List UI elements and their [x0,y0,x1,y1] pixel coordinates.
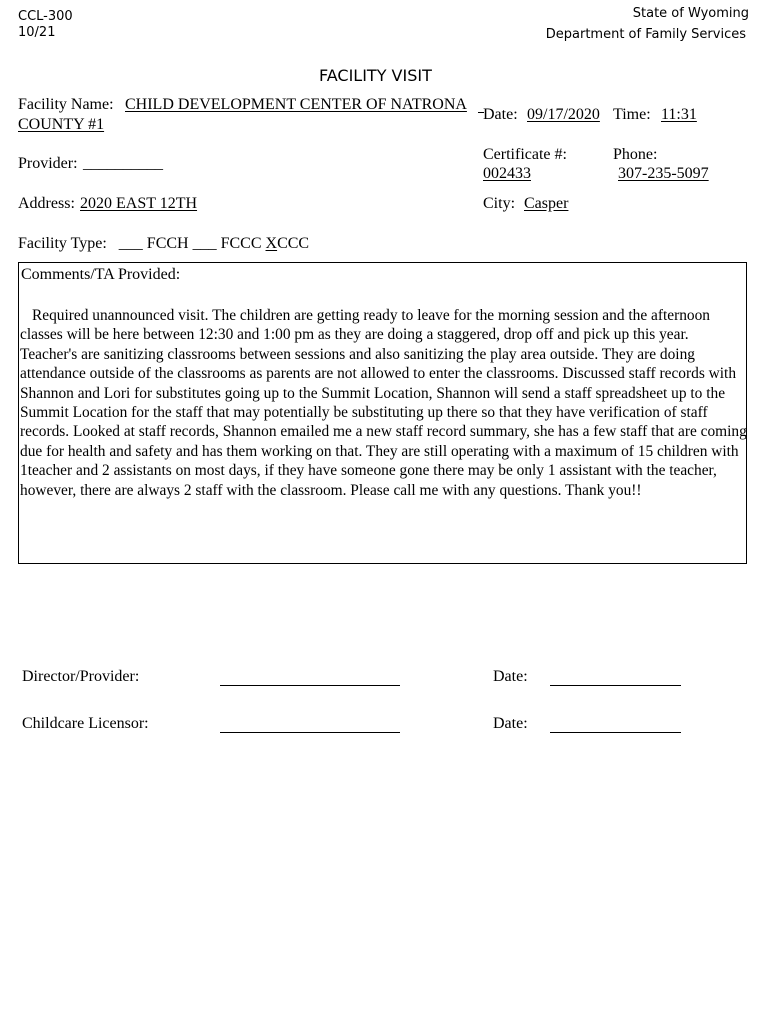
phone-value: 307-235-5097 [618,165,709,182]
fcch-checkbox: ___ [118,235,143,252]
director-date-line [550,685,681,686]
city-value: Casper [524,195,569,212]
licensor-date-label: Date: [493,715,528,732]
state-name: State of Wyoming [632,6,749,21]
form-code: CCL-300 [18,9,73,24]
provider-blank: __________ [83,155,163,172]
visit-time-value: 11:31 [661,106,697,123]
facility-name-value: CHILD DEVELOPMENT CENTER OF NATRONA [125,96,467,113]
address-value: 2020 EAST 12TH [80,195,198,212]
department-name: Department of Family Services [545,27,746,42]
licensor-signature-label: Childcare Licensor: [22,715,149,732]
form-date: 10/21 [18,25,56,40]
facility-name-value-line2: COUNTY #1 [18,116,105,133]
visit-date-value: 09/17/2020 [527,106,600,123]
comments-text: Required unannounced visit. The children are getting ready to leave for the morning session and the afternoon classes will be here between 12:30 and 1:00 pm as they are doing a staggered, drop off and pick up this year. Teacher's are sanitizing classrooms between sessions and also sanitizing the play area outside. They are doing attendance outside of the classrooms as parents are not allowed to enter the classrooms. Discussed staff records with Shannon and Lori for substitutes going up to the Summit Location, Shannon will send a staff spreadsheet up to the Summit Location for the staff that may potentially be substituting up there so that they have verification of staff records. Looked at staff records, Shannon emailed me a new staff record summary, she has a few staff that are coming due for health and safety and has them working on that. They are still operating with a maximum of 15 children with 1teacher and 2 assistants on most days, if they have someone gone there may be only 1 assistant with the teacher, however, there are always 2 staff with the classroom. Please call me with any questions. Thank you!! [20,307,747,499]
fccc-checkbox: ___ [192,235,217,252]
director-signature-label: Director/Provider: [22,668,140,685]
visit-time-label: Time: [613,106,651,123]
licensor-signature-line [220,732,400,733]
facility-type-label: Facility Type: [18,235,107,252]
comments-box [18,262,747,564]
licensor-date-line [550,732,681,733]
director-signature-line [220,685,400,686]
page-title: FACILITY VISIT [319,66,432,85]
address-label: Address: [18,195,75,212]
provider-label: Provider: [18,155,78,172]
fccc-option: FCCC [220,235,262,252]
facility-name-label: Facility Name: [18,96,114,113]
visit-date-label: Date: [483,106,518,123]
certificate-value: 002433 [483,165,531,182]
city-label: City: [483,195,516,212]
comments-heading: Comments/TA Provided: [21,266,181,283]
phone-label: Phone: [613,146,658,163]
facility-type-row [18,235,309,253]
fcch-option: FCCH [146,235,189,252]
certificate-label: Certificate #: [483,146,567,163]
ccc-checkbox: X [265,235,278,252]
ccc-option: CCC [277,235,310,252]
director-date-label: Date: [493,668,528,685]
